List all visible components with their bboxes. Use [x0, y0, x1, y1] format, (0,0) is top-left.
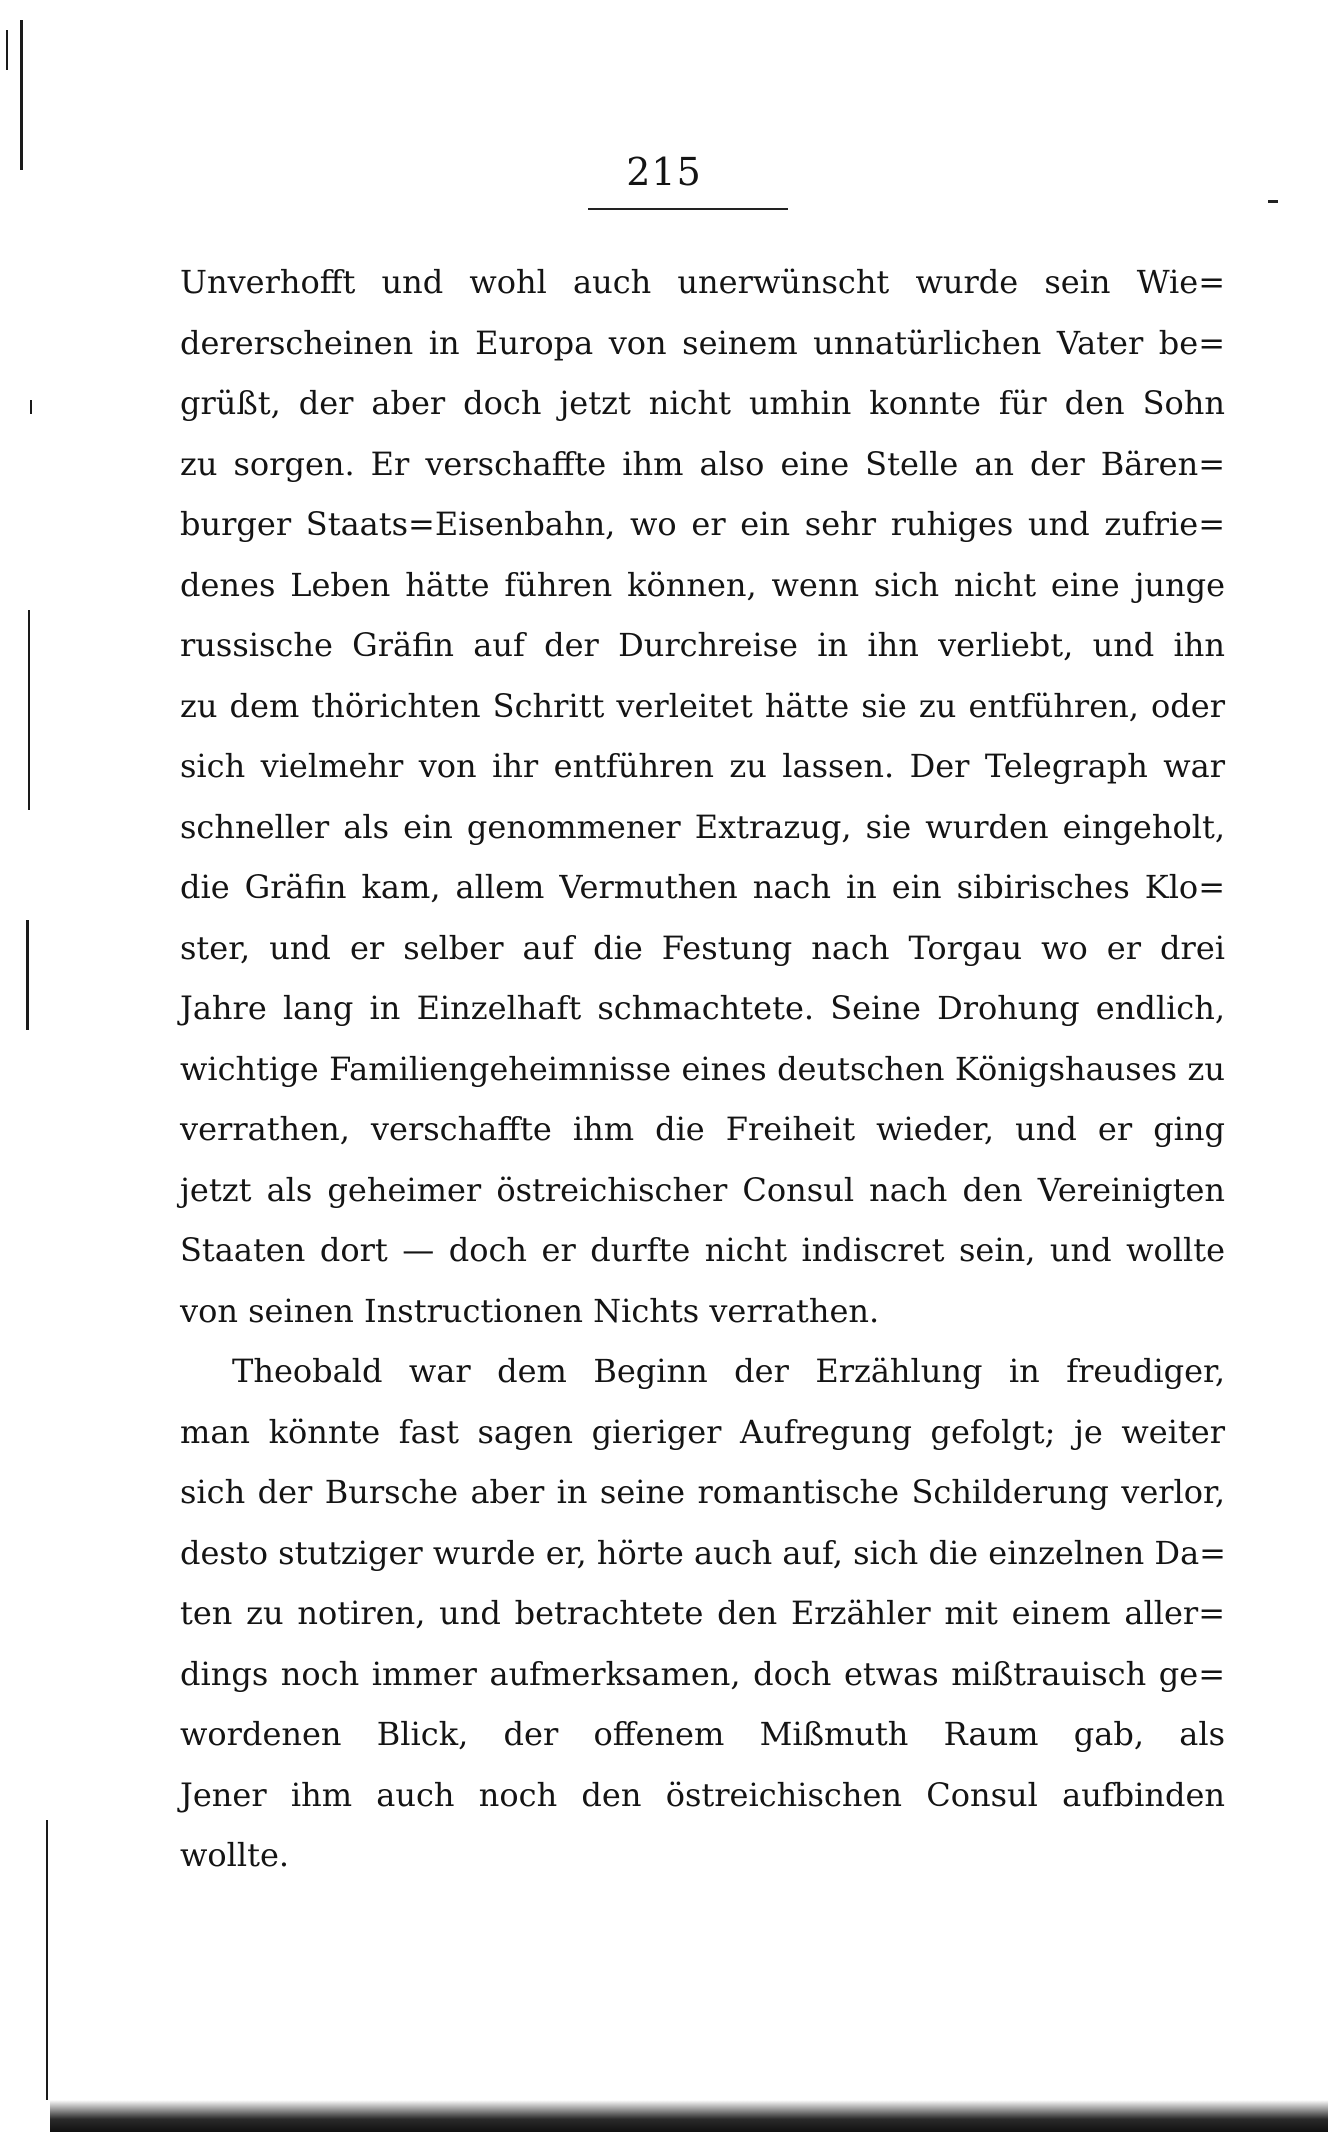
- text-line: desto stutziger wurde er, hörte auch auf, sich die einzelnen Da=: [180, 1533, 1226, 1572]
- scan-artifact-mark: [20, 20, 23, 170]
- scan-artifact-mark: [28, 610, 30, 810]
- text-line: jetzt als geheimer östreichischer Consul nach den Vereinigten: [180, 1170, 1225, 1209]
- scan-bottom-edge: [50, 2100, 1328, 2132]
- text-line: dings noch immer aufmerksamen, doch etwas mißtrauisch ge=: [180, 1654, 1225, 1693]
- scan-artifact-mark: [46, 1820, 48, 2100]
- text-line: wordenen Blick, der offenem Mißmuth Raum gab, als: [180, 1715, 1225, 1753]
- text-line: russische Gräfin auf der Durchreise in ihn verliebt, und ihn: [180, 626, 1225, 664]
- text-line: sich vielmehr von ihr entführen zu lassen. Der Telegraph war: [180, 747, 1225, 785]
- text-line: Jahre lang in Einzelhaft schmachtete. Seine Drohung endlich,: [180, 989, 1225, 1027]
- text-line: Theobald war dem Beginn der Erzählung in freudiger,: [232, 1352, 1225, 1390]
- scan-artifact-mark: [26, 920, 29, 1030]
- text-line: burger Staats=Eisenbahn, wo er ein sehr ruhiges und zufrie=: [180, 505, 1225, 543]
- text-line: man könnte fast sagen gieriger Aufregung gefolgt; je weiter: [180, 1412, 1225, 1451]
- scan-artifact-mark: [1268, 200, 1278, 203]
- text-line: zu dem thörichten Schritt verleitet hätte sie zu entführen, oder: [180, 686, 1225, 725]
- text-line: Staaten dort — doch er durfte nicht indiscret sein, und wollte: [180, 1231, 1225, 1269]
- text-line: denes Leben hätte führen können, wenn sich nicht eine junge: [180, 565, 1225, 604]
- paragraph: [180, 1341, 1225, 1886]
- text-line: ster, und er selber auf die Festung nach Torgau wo er drei: [180, 928, 1225, 967]
- paragraph: [180, 252, 1225, 1341]
- text-line: zu sorgen. Er verschaffte ihm also eine Stelle an der Bären=: [180, 444, 1225, 483]
- text-line: ten zu notiren, und betrachtete den Erzähler mit einem aller=: [180, 1594, 1225, 1632]
- text-line: sich der Bursche aber in seine romantische Schilderung verlor,: [180, 1473, 1225, 1511]
- text-line: wollte.: [180, 1836, 290, 1874]
- text-line: wichtige Familiengeheimnisse eines deutschen Königshauses zu: [180, 1049, 1225, 1088]
- body-text: [180, 252, 1225, 1886]
- text-line: grüßt, der aber doch jetzt nicht umhin konnte für den Sohn: [180, 384, 1225, 422]
- header-rule: [588, 208, 788, 210]
- scan-artifact-mark: [6, 30, 8, 70]
- text-line: Jener ihm auch noch den östreichischen Consul aufbinden: [180, 1775, 1225, 1814]
- page-number: 215: [626, 150, 702, 194]
- text-line: Unverhofft und wohl auch unerwünscht wurde sein Wie=: [180, 263, 1225, 301]
- text-line: verrathen, verschaffte ihm die Freiheit wieder, und er ging: [180, 1110, 1225, 1148]
- scan-artifact-mark: [30, 400, 32, 414]
- text-line: schneller als ein genommener Extrazug, sie wurden eingeholt,: [180, 807, 1225, 846]
- text-line: von seinen Instructionen Nichts verrathen.: [180, 1291, 880, 1330]
- text-line: die Gräfin kam, allem Vermuthen nach in ein sibirisches Klo=: [180, 868, 1225, 906]
- text-line: dererscheinen in Europa von seinem unnatürlichen Vater be=: [180, 323, 1225, 362]
